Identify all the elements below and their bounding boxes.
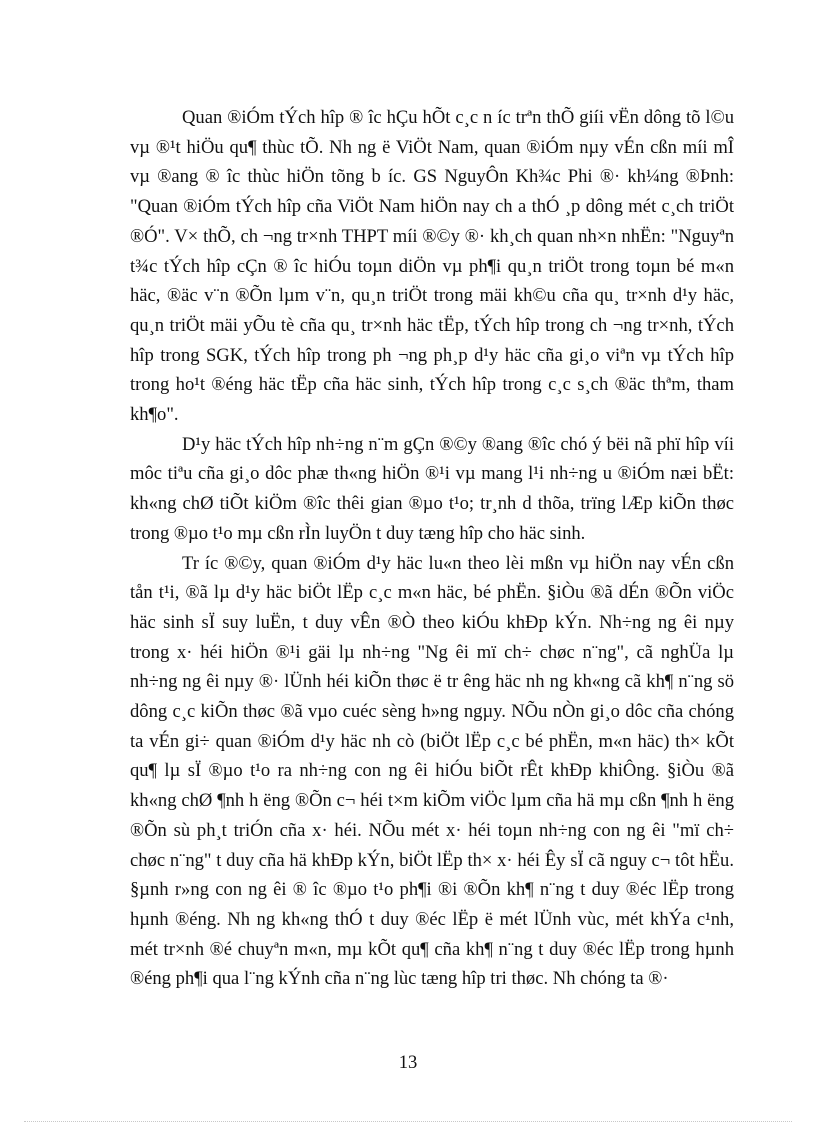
paragraph-3: Tr íc ®©y, quan ®iÓm d¹y häc lu«n theo lèi mßn vµ hiÖn nay vÉn cßn tån t¹i, ®ã lµ d¹y häc biÖt lËp c¸c m«n häc, bé phËn. §iÒu ®ã dÉn ®Õn viÖc häc sinh sÏ suy luËn, t duy vÊn ®Ò theo kiÓu khÐp kÝn. Nh÷ng ng êi nµy trong x· héi hiÖn ®¹i gäi lµ nh÷ng "Ng êi mï ch÷ chøc n¨ng", cã nghÜa lµ nh÷ng ng êi nµy ®· lÜnh héi kiÕn thøc ë tr êng häc nh ng kh«ng cã kh¶ n¨ng sö dông c¸c kiÕn thøc ®ã vµo cuéc sèng h»ng ngµy. NÕu nÒn gi¸o dôc cña chóng ta vÉn gi÷ quan ®iÓm d¹y häc nh cò (biÖt lËp c¸c bé phËn, m«n häc) th× kÕt qu¶ lµ sÏ ®µo t¹o ra nh÷ng con ng êi hiÓu biÕt rÊt khÐp khiÔng. §iÒu ®ã kh«ng chØ ¶nh h ëng ®Õn c¬ héi t×m kiÕm viÖc lµm cña hä mµ cßn ¶nh h ëng ®Õn sù ph¸t triÓn cña x· héi. NÕu mét x· héi toµn nh÷ng con ng êi "mï ch÷ chøc n¨ng" t duy cña hä khÐp kÝn, biÖt lËp th× x· héi Êy sÏ cã nguy c¬ tôt hËu. §µnh r»ng con ng êi ® îc ®µo t¹o ph¶i ®i ®Õn kh¶ n¨ng t duy ®éc lËp trong hµnh ®éng. Nh ng kh«ng thÓ t duy ®éc lËp ë mét lÜnh vùc, mét khÝa c¹nh, mét tr×nh ®é chuyªn m«n, mµ kÕt qu¶ cña kh¶ n¨ng t duy ®éc lËp trong hµnh ®éng ph¶i qua l¨ng kÝnh cña n¨ng lùc tæng hîp tri thøc. Nh chóng ta ®· [130, 552, 734, 990]
paragraph-2: D¹y häc tÝch hîp nh÷ng n¨m gÇn ®©y ®ang ®îc chó ý bëi nã phï hîp víi môc tiªu cña gi¸o dôc phæ th«ng hiÖn ®¹i vµ mang l¹i nh÷ng u ®iÓm næi bËt: kh«ng chØ tiÕt kiÖm ®îc thêi gian ®µo t¹o; tr¸nh d thõa, trïng lÆp kiÕn thøc trong ®µo t¹o mµ cßn rÌn luyÖn t duy tæng hîp cho häc sinh. [130, 433, 734, 544]
page-number: 13 [398, 1052, 418, 1073]
paragraph-1: Quan ®iÓm tÝch hîp ® îc hÇu hÕt c¸c n íc trªn thÕ giíi vËn dông tõ l©u vµ ®¹t hiÖu qu¶ thùc tÕ. Nh ng ë ViÖt Nam, quan ®iÓm nµy vÉn cßn míi mÎ vµ ®ang ® îc thùc hiÖn tõng b íc. GS NguyÔn Kh¾c Phi ®· kh¼ng ®Þnh: "Quan ®iÓm tÝch hîp cña ViÖt Nam hiÖn nay ch a thÓ ¸p dông mét c¸ch triÖt ®Ó". V× thÕ, ch ¬ng tr×nh THPT míi ®©y ®· kh¸ch quan nh×n nhËn: "Nguyªn t¾c tÝch hîp cÇn ® îc hiÓu toµn diÖn vµ ph¶i qu¸n triÖt trong toµn bé m«n häc, ®äc v¨n ®Õn lµm v¨n, qu¸n triÖt trong mäi kh©u cña qu¸ tr×nh d¹y häc, qu¸n triÖt mäi yÕu tè cña qu¸ tr×nh häc tËp, tÝch hîp trong ch ¬ng tr×nh, tÝch hîp trong SGK, tÝch hîp trong ph ¬ng ph¸p d¹y häc cña gi¸o viªn vµ tÝch hîp trong ho¹t ®éng häc tËp cña häc sinh, tÝch hîp trong c¸c s¸ch ®äc thªm, tham kh¶o". [130, 107, 734, 426]
page-bottom-divider [24, 1121, 792, 1122]
body-text [130, 103, 734, 994]
